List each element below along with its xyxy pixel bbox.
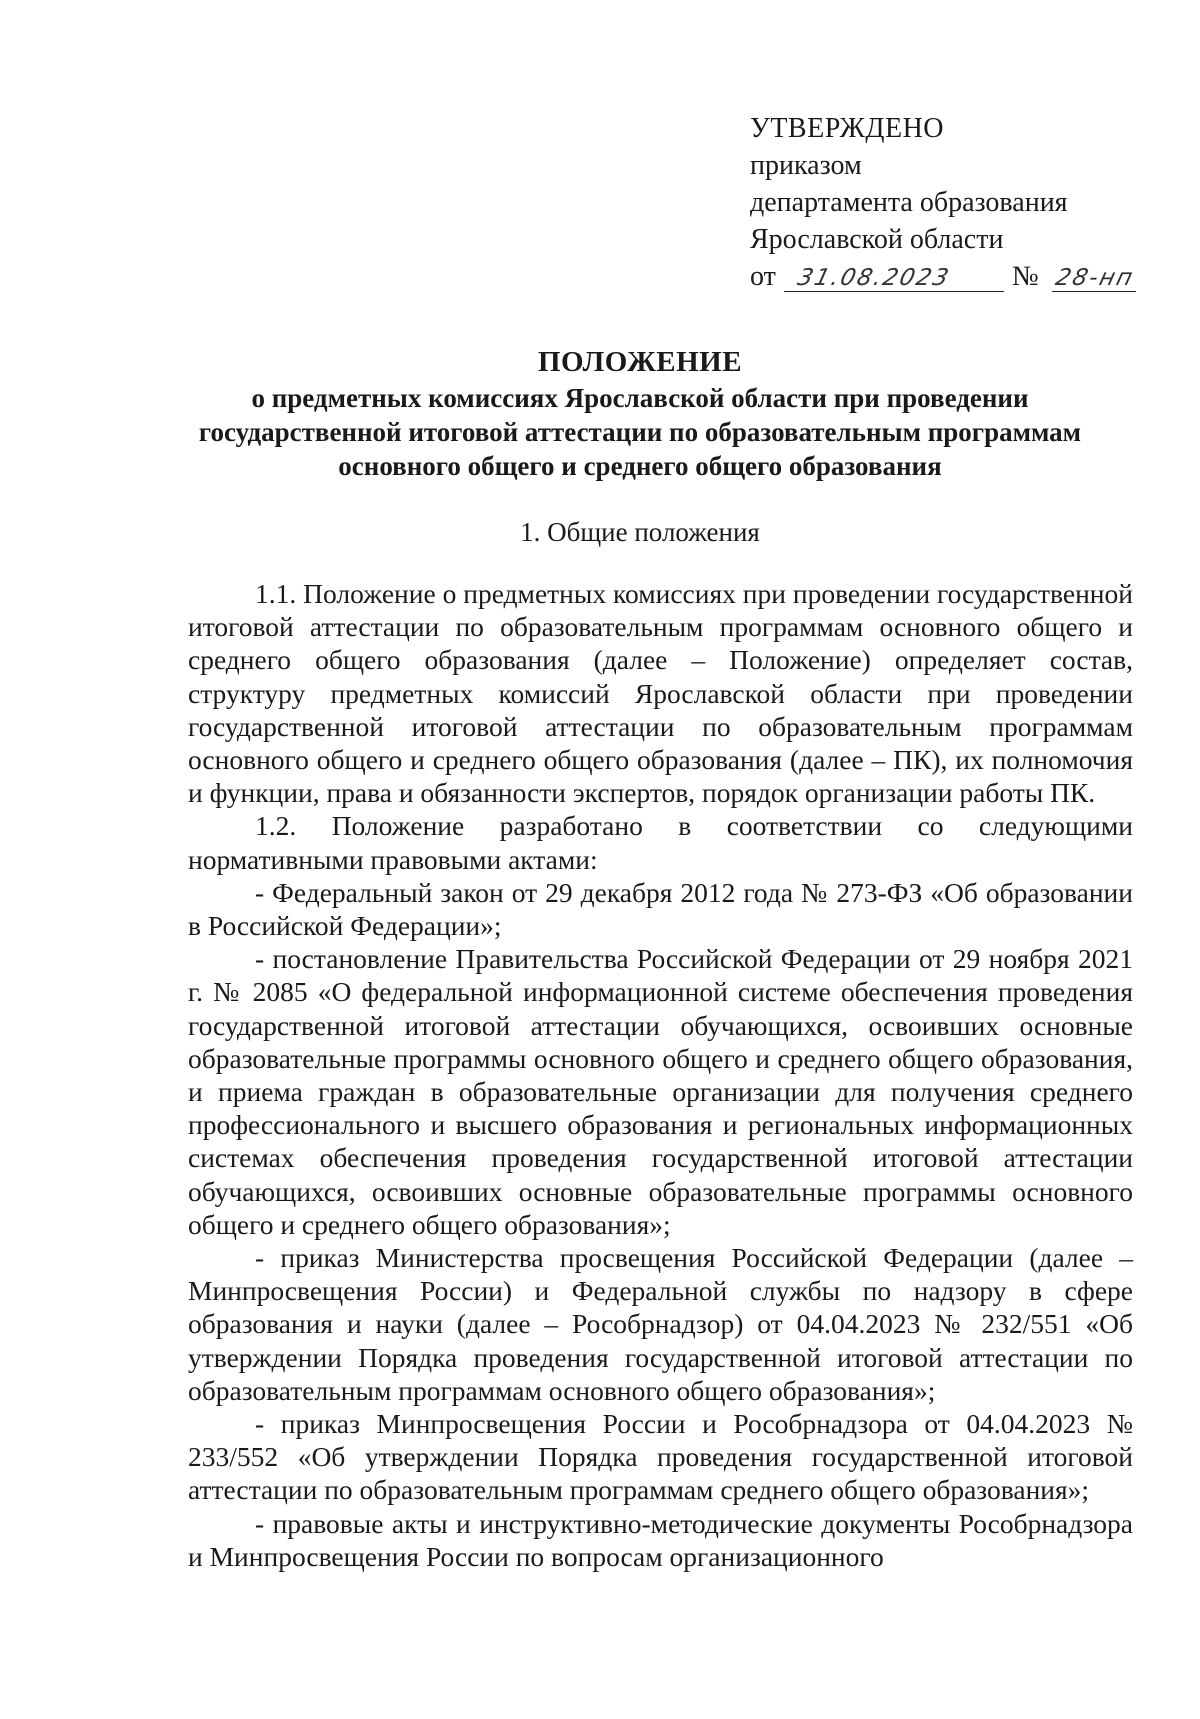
handwritten-number: 28-нп bbox=[1052, 265, 1138, 291]
document-subtitle-line-3: основного общего и среднего общего образования bbox=[338, 451, 942, 481]
approval-line-department: департамента образования bbox=[750, 187, 1068, 218]
list-item-legal-acts: - правовые акты и инструктивно-методические документы Рособрнадзора и Минпросвещения России по вопросам организационного bbox=[188, 1507, 1133, 1572]
section-heading-general: 1. Общие положения bbox=[520, 517, 760, 547]
handwritten-date: 31.08.2023 bbox=[794, 265, 954, 291]
paragraph-1-1: 1.1. Положение о предметных комиссиях при проведении государственной итоговой аттестации по образовательным программам основного общего и среднего общего образования (далее – Положение) определяет состав, структуру предметных комиссий Ярославской области при проведении государственной итоговой аттестации по образовательным программам основного общего и среднего общего образования (далее – ПК), их полномочия и функции, права и обязанности экспертов, порядок организации работы ПК. bbox=[188, 578, 1133, 809]
approval-date-prefix: от bbox=[750, 261, 776, 292]
paragraph-1-2: 1.2. Положение разработано в соответствии со следующими нормативными правовыми актами: bbox=[188, 810, 1133, 875]
list-item-order-232-551: - приказ Министерства просвещения Российской Федерации (далее – Минпросвещения России) и Федеральной службы по надзору в сфере образования и науки (далее – Рособрнадзор) от 04.04.2023 № 232/551 «Об утверждении Порядка проведения государственной итоговой аттестации по образовательным программам основного общего образования»; bbox=[188, 1242, 1133, 1406]
approval-date-field bbox=[784, 258, 1004, 292]
approval-stamp-block bbox=[750, 110, 1150, 298]
document-title-block bbox=[170, 345, 1110, 483]
document-body bbox=[188, 577, 1133, 1573]
list-item-government-resolution: - постановление Правительства Российской Федерации от 29 ноября 2021 г. № 2085 «О федеральной информационной системе обеспечения проведения государственной итоговой аттестации обучающихся, освоивших основные образовательные программы основного общего и среднего общего образования, и приема граждан в образовательные организации для получения среднего профессионального и высшего образования и региональных информационных системах обеспечения проведения государственной итоговой аттестации обучающихся, освоивших основные образовательные программы основного общего и среднего общего образования»; bbox=[188, 943, 1133, 1240]
approval-line-region: Ярославской области bbox=[750, 224, 1004, 255]
document-title: ПОЛОЖЕНИЕ bbox=[537, 346, 743, 378]
approval-date-number-row bbox=[750, 258, 1150, 298]
approval-line-order: приказом bbox=[750, 150, 862, 181]
list-item-federal-law: - Федеральный закон от 29 декабря 2012 года № 273-ФЗ «Об образовании в Российской Федерации»; bbox=[188, 876, 1133, 942]
approval-number-field bbox=[1052, 258, 1136, 292]
approval-number-label: № bbox=[1012, 261, 1039, 292]
document-subtitle-line-1: о предметных комиссиях Ярославской области при проведении bbox=[251, 383, 1029, 413]
approval-heading: УТВЕРЖДЕНО bbox=[750, 113, 945, 144]
list-item-order-233-552: - приказ Минпросвещения России и Рособрнадзора от 04.04.2023 № 233/552 «Об утверждении Порядка проведения государственной итоговой аттестации по образовательным программам среднего общего образования»; bbox=[188, 1408, 1133, 1506]
document-subtitle-line-2: государственной итоговой аттестации по образовательным программам bbox=[198, 417, 1082, 447]
